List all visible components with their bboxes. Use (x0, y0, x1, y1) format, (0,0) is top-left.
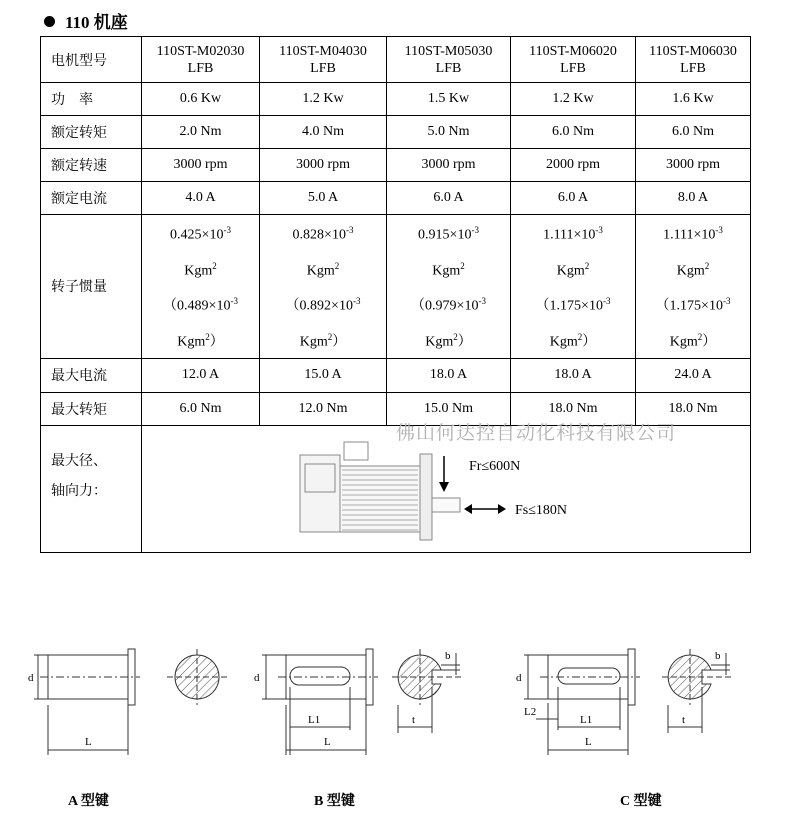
watermark: 佛山何达控自动化科技有限公司 (396, 422, 677, 444)
row-label: 额定转速 (41, 149, 142, 182)
dim-b: b (715, 650, 721, 662)
inertia-cell: $0.915\times 10^{-3}$ Kgm$^2$ （$0.979\times 10^{-3}$ Kgm$^2$） (387, 215, 511, 359)
axial-label-cell: 最大径、 轴向力： (41, 425, 142, 552)
table-cell: 0.6 Kw (142, 83, 260, 116)
key-type-drawings (0, 635, 790, 785)
shaft-b-diagram (262, 649, 378, 755)
shaft-c-diagram (524, 649, 640, 755)
spec-table (40, 36, 751, 553)
table-cell: 1.6 Kw (636, 83, 751, 116)
dim-l: L (585, 736, 592, 748)
row-label: 功 率 (41, 83, 142, 116)
dim-d: d (516, 672, 522, 684)
table-cell: 24.0 A (636, 358, 751, 392)
table-cell: 3000 rpm (260, 149, 387, 182)
table-cell: 3000 rpm (636, 149, 751, 182)
axial-force-arrow (464, 504, 506, 514)
row-label: 转子惯量 (41, 215, 142, 359)
table-cell: 6.0 Nm (511, 116, 636, 149)
row-label: 最大电流 (41, 358, 142, 392)
table-row-inertia (41, 215, 751, 359)
table-cell: 1.2 Kw (260, 83, 387, 116)
key-label-a: A 型键 (68, 794, 109, 809)
table-cell: 4.0 A (142, 182, 260, 215)
table-cell: 8.0 A (636, 182, 751, 215)
table-cell: 18.0 Nm (636, 392, 751, 425)
table-cell: 3000 rpm (142, 149, 260, 182)
table-row-power (41, 83, 751, 116)
table-row-speed (41, 149, 751, 182)
table-cell: 5.0 A (260, 182, 387, 215)
table-row-current (41, 182, 751, 215)
dim-d: d (28, 672, 34, 684)
table-cell: 2000 rpm (511, 149, 636, 182)
section-a-icon (167, 649, 227, 705)
dim-l: L (324, 736, 331, 748)
table-cell: 3000 rpm (387, 149, 511, 182)
table-cell: 18.0 A (511, 358, 636, 392)
table-cell: 12.0 A (142, 358, 260, 392)
section-b-icon (392, 649, 462, 733)
inertia-cell: $1.111\times 10^{-3}$ Kgm$^2$ （$1.175\times 10^{-3}$ Kgm$^2$） (511, 215, 636, 359)
dim-t: t (682, 714, 686, 726)
table-row-torque (41, 116, 751, 149)
table-cell: 15.0 A (260, 358, 387, 392)
model-cell: 110ST-M06020 LFB (511, 37, 636, 83)
table-cell: 6.0 Nm (636, 116, 751, 149)
dim-l1: L1 (580, 714, 593, 726)
table-cell: 18.0 Nm (511, 392, 636, 425)
table-cell: 6.0 A (387, 182, 511, 215)
key-label-c: C 型键 (620, 794, 662, 809)
table-cell: 15.0 Nm (387, 392, 511, 425)
row-label: 额定电流 (41, 182, 142, 215)
model-cell: 110ST-M05030 LFB (387, 37, 511, 83)
fr-label: Fr≤600N (469, 458, 521, 474)
inertia-cell: $0.425\times 10^{-3}$ Kgm$^2$ （$0.489\times 10^{-3}$ Kgm$^2$） (142, 215, 260, 359)
key-label-b: B 型键 (314, 794, 355, 809)
dim-l1: L1 (308, 714, 321, 726)
model-cell: 110ST-M02030 LFB (142, 37, 260, 83)
model-cell: 110ST-M04030 LFB (260, 37, 387, 83)
row-label: 额定转矩 (41, 116, 142, 149)
model-cell: 110ST-M06030 LFB (636, 37, 751, 83)
table-cell: 4.0 Nm (260, 116, 387, 149)
fs-label: Fs≤180N (515, 502, 568, 518)
table-cell: 6.0 A (511, 182, 636, 215)
table-cell: 1.5 Kw (387, 83, 511, 116)
table-row-model (41, 37, 751, 83)
bullet-icon (44, 16, 55, 27)
dim-l: L (85, 736, 92, 748)
table-cell: 12.0 Nm (260, 392, 387, 425)
table-row-max-current (41, 358, 751, 392)
table-cell: 5.0 Nm (387, 116, 511, 149)
table-cell: 2.0 Nm (142, 116, 260, 149)
table-cell: 18.0 A (387, 358, 511, 392)
radial-force-arrow (439, 456, 449, 492)
row-label: 最大转矩 (41, 392, 142, 425)
inertia-cell: $0.828\times 10^{-3}$ Kgm$^2$ （$0.892\times 10^{-3}$ Kgm$^2$） (260, 215, 387, 359)
section-c-icon (662, 649, 732, 733)
table-cell: 6.0 Nm (142, 392, 260, 425)
dim-l2: L2 (524, 706, 537, 718)
table-cell: 1.2 Kw (511, 83, 636, 116)
dim-b: b (445, 650, 451, 662)
section-title: 110 机座 (44, 8, 128, 33)
inertia-cell: $1.111\times 10^{-3}$ Kgm$^2$ （$1.175\times 10^{-3}$ Kgm$^2$） (636, 215, 751, 359)
dim-d: d (254, 672, 260, 684)
dim-t: t (412, 714, 416, 726)
row-label: 电机型号 (41, 37, 142, 83)
